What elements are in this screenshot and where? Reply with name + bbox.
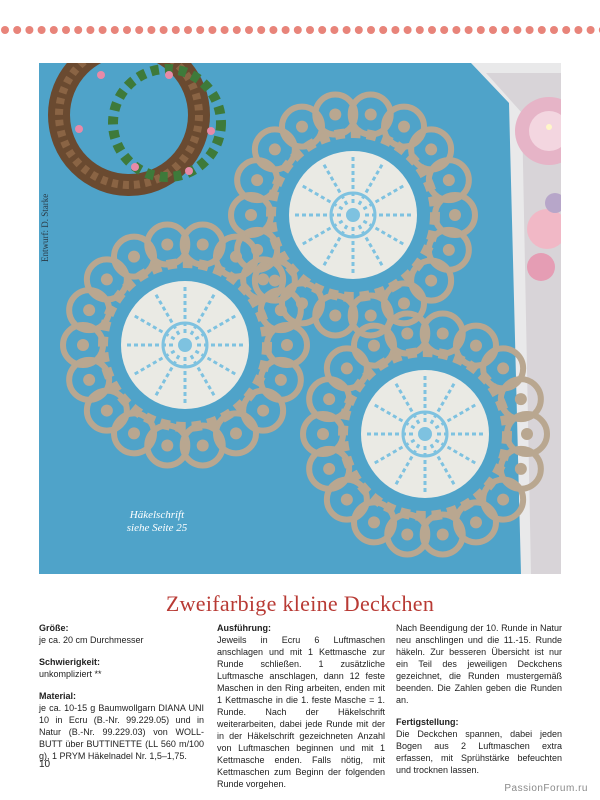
difficulty-text: unkompliziert **	[39, 669, 102, 679]
difficulty-heading: Schwierigkeit:	[39, 657, 101, 667]
doily-bottom-right	[303, 314, 547, 555]
chart-reference-note	[117, 509, 197, 535]
site-watermark: PassionForum.ru	[504, 783, 588, 794]
doily-left	[63, 225, 307, 466]
column-left	[39, 622, 204, 772]
chart-reference-line2: siehe Seite 25	[126, 522, 188, 534]
doilies-illustration	[39, 63, 561, 574]
page-number: 10	[39, 759, 51, 770]
column-middle	[217, 622, 385, 800]
finishing-text: Die Deckchen spannen, dabei jeden Bogen aus 2 Luftmaschen extra erfassen, mit Sprühstärke befeuchten und trocknen lassen.	[396, 729, 562, 775]
twig-wreath	[59, 63, 221, 185]
article-title: Zweifarbige kleine Deckchen	[165, 591, 435, 616]
continuation-text: Nach Beendigung der 10. Runde in Natur neu anschlingen und die 11.-15. Runde häkeln. Zur besseren Übersicht ist nur ein Teil des jeweiligen Deckchens gezeichnet, die Runden mustergemäß beenden. Die Zahlen geben die Runden an.	[396, 623, 562, 705]
finishing-heading: Fertigstellung:	[396, 717, 459, 727]
instructions-heading: Ausführung:	[217, 623, 271, 633]
material-text: je ca. 10-15 g Baumwollgarn DIANA UNI 10 in Ecru (B.-Nr. 99.229.05) und in Natur (B.-Nr. 99.229.03) von WOLL-BUTT über BUTTINETTE (LL 560 m/100 g), 1 PRYM Häkelnadel Nr. 1,5–1,75.	[39, 703, 204, 761]
decorative-dot-border	[0, 0, 600, 40]
material-heading: Material:	[39, 691, 77, 701]
size-text: je ca. 20 cm Durchmesser	[39, 635, 144, 645]
instructions-text: Jeweils in Ecru 6 Luftmaschen anschlagen und mit 1 Kettmasche zur Runde schließen. 1 zusätzliche Luftmasche anschlagen, dann 12 feste Maschen in den Ring arbeiten, enden mit 1 Kettmasche in die 1. feste Masche = 1. Runde. Nach der Häkelschrift weiterarbeiten, dabei jede Runde mit der in der Häkelschrift gezeichneten Anzahl von Luftmaschen beginnen und mit 1 Kettmasche enden. Falls nötig, mit Kettmaschen zum Beginn der folgenden Runde vorgehen.	[217, 635, 385, 789]
doilies-photo	[39, 63, 561, 574]
design-credit: Entwurf: D. Starke	[40, 193, 50, 262]
size-heading: Größe:	[39, 623, 69, 633]
column-right	[396, 622, 562, 786]
chart-reference-line1: Häkelschrift	[129, 509, 185, 521]
